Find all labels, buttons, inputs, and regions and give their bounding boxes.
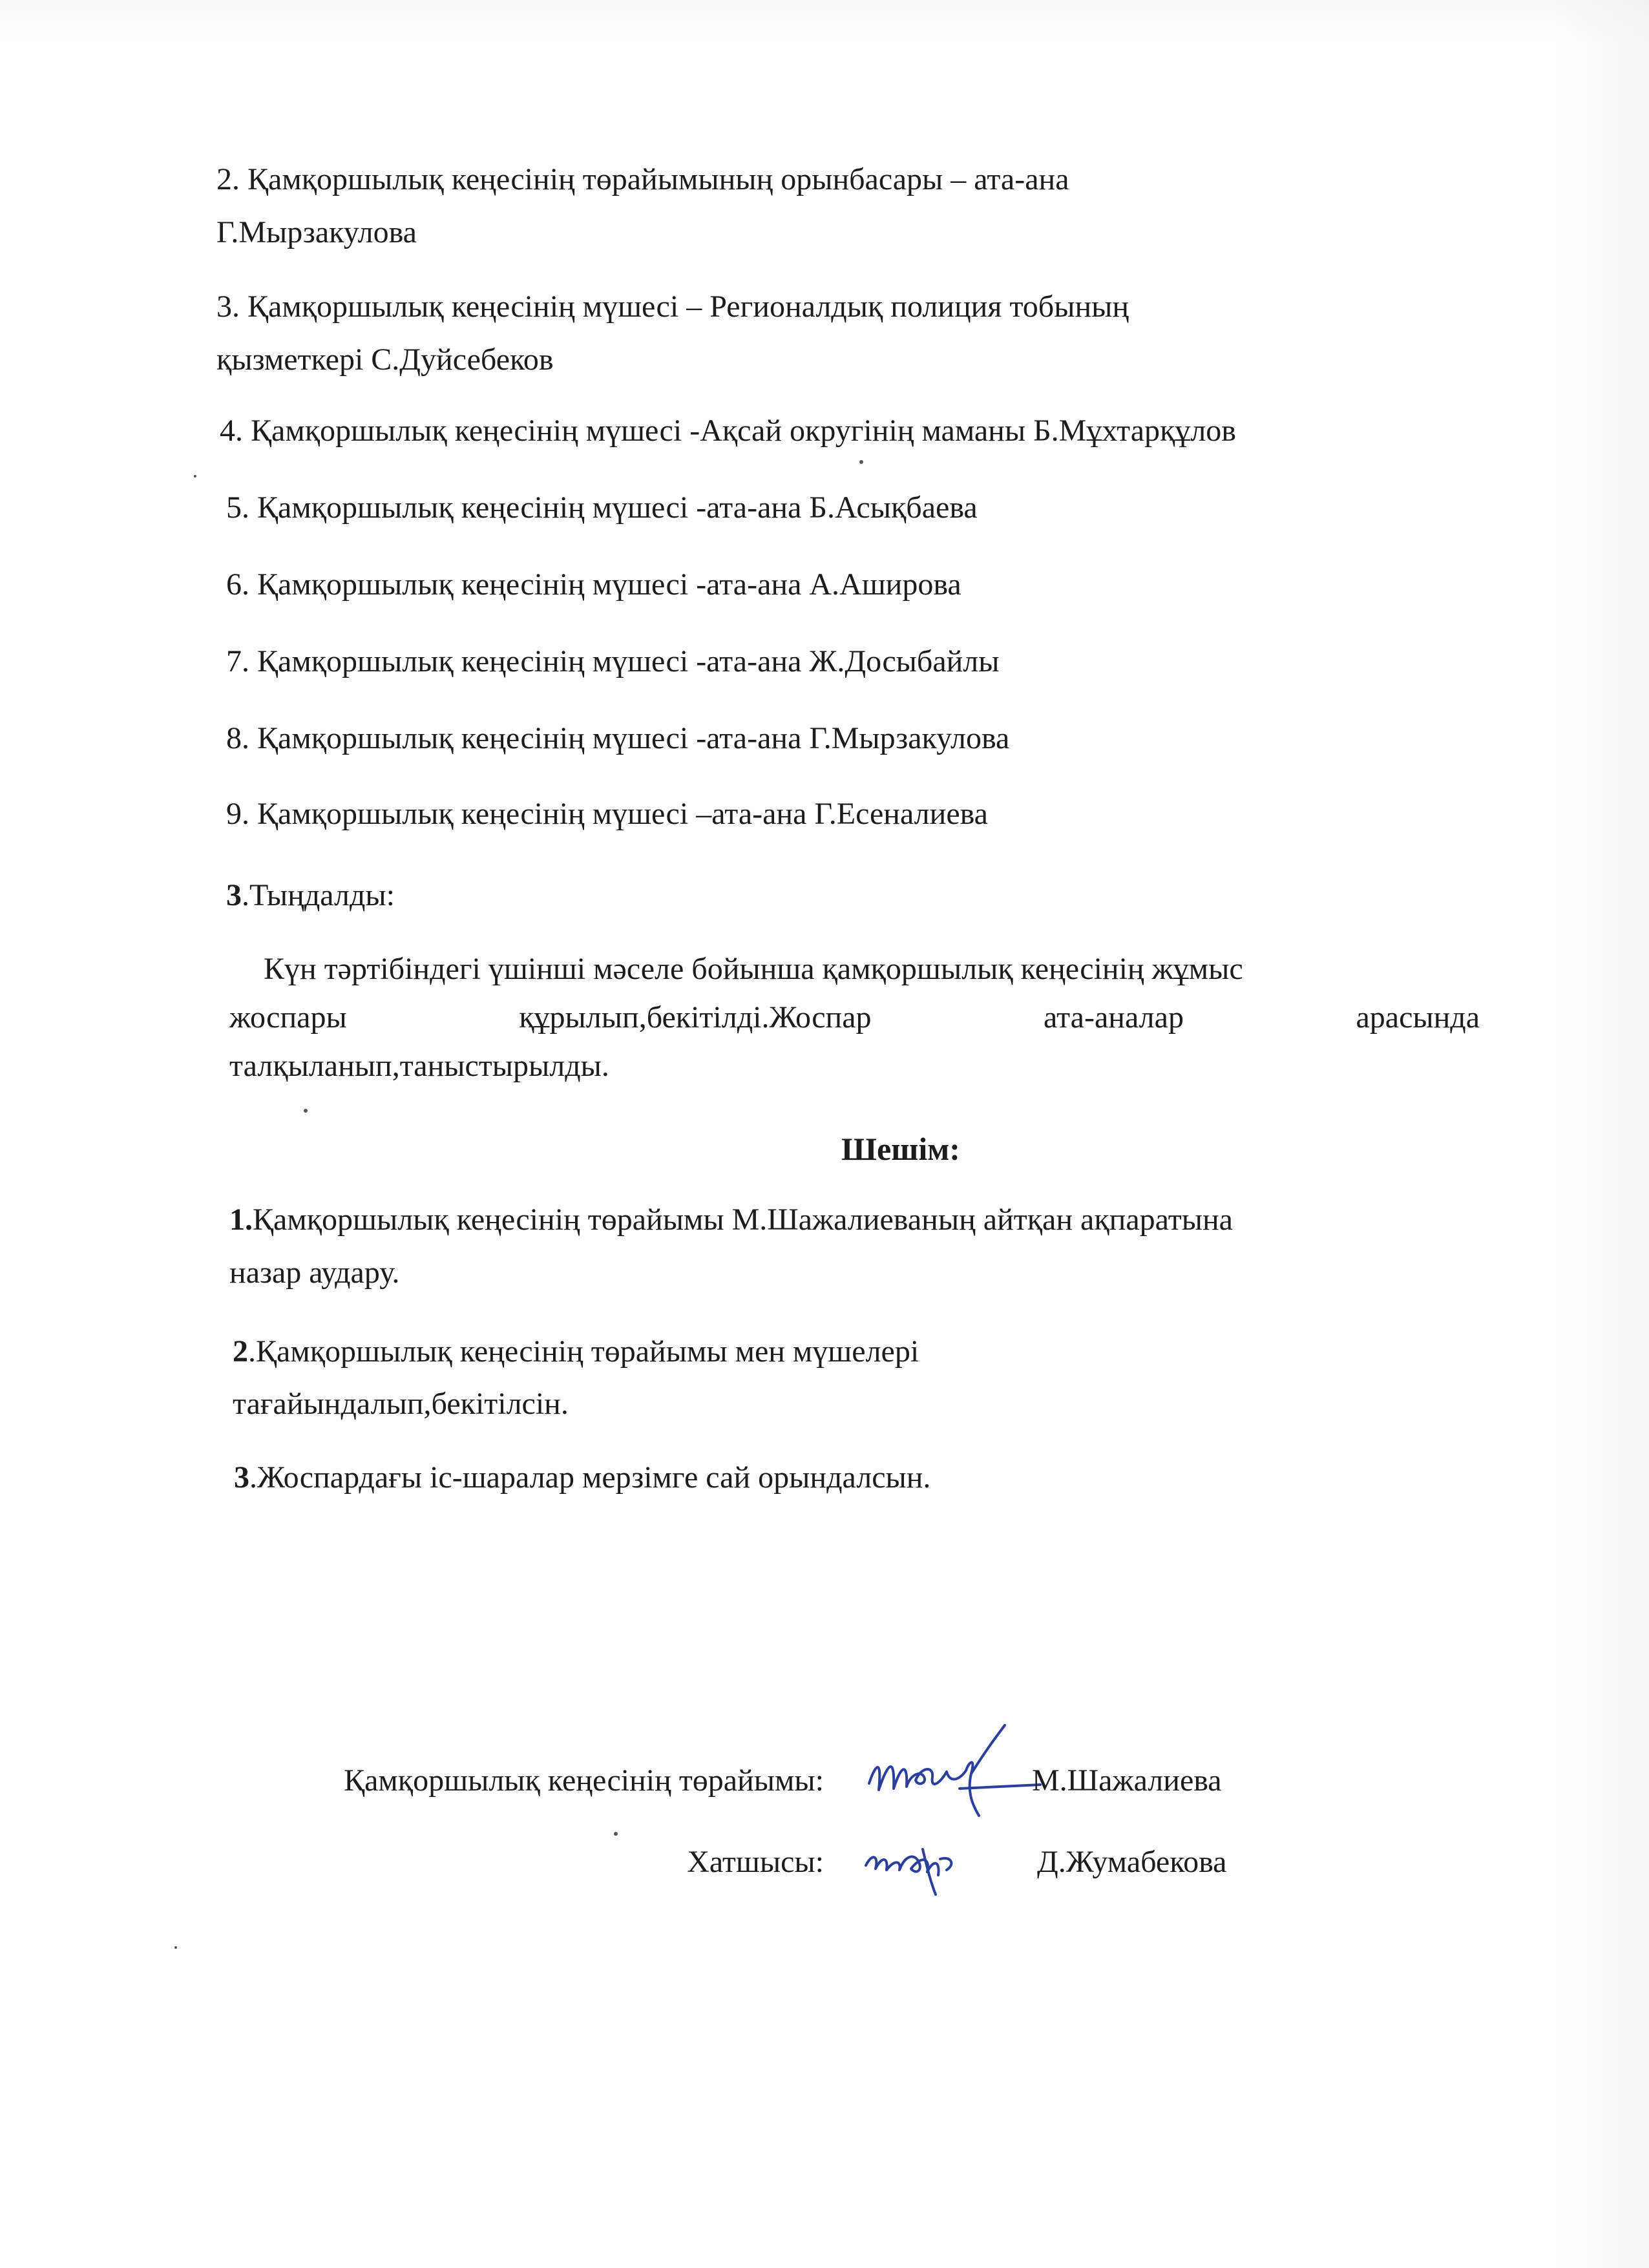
decision-item-1-line2: назар аудару.	[229, 1255, 400, 1290]
heard-label	[226, 876, 395, 915]
secretary-name: Д.Жумабекова	[1037, 1845, 1227, 1879]
member-item-3-line1: 3. Қамқоршылық кеңесінің мүшесі – Регионалдық полиция тобының	[216, 289, 1129, 324]
member-item-6: 6. Қамқоршылық кеңесінің мүшесі -ата-ана А.Аширова	[226, 567, 961, 602]
secretary-label: Хатшысы:	[687, 1845, 824, 1879]
heard-text: .Тыңдалды:	[242, 878, 395, 912]
member-item-8: 8. Қамқоршылық кеңесінің мүшесі -ата-ана Г.Мырзакулова	[226, 721, 1010, 755]
decision-item-1-line1: 1.Қамқоршылық кеңесінің төрайымы М.Шажалиеваның айтқан ақпаратына	[229, 1202, 1233, 1237]
member-item-4: 4. Қамқоршылық кеңесінің мүшесі -Ақсай округінің маманы Б.Мұхтарқұлов	[220, 414, 1236, 448]
scan-speck	[174, 1946, 177, 1949]
heard-paragraph-line1: Күн тәртібіндегі үшінші мәселе бойынша қамқоршылық кеңесінің жұмыс	[264, 952, 1243, 986]
member-item-3-line2: қызметкері С.Дуйсебеков	[216, 342, 554, 377]
scan-shadow-top	[0, 0, 1649, 45]
chair-label: Қамқоршылық кеңесінің төрайымы:	[344, 1763, 824, 1798]
decision-item-2-line1: 2.Қамқоршылық кеңесінің төрайымы мен мүшелері	[233, 1334, 919, 1369]
heard-paragraph-line2: жоспары құрылып,бекітілді.Жоспар ата-аналар арасында	[229, 1000, 1480, 1034]
scan-speck	[614, 1832, 618, 1836]
member-item-2-line2: Г.Мырзакулова	[216, 215, 417, 249]
scan-speck	[194, 475, 196, 478]
decision-item-2-line2: тағайындалып,бекітілсін.	[233, 1387, 569, 1421]
member-item-5: 5. Қамқоршылық кеңесінің мүшесі -ата-ана Б.Асықбаева	[226, 490, 978, 525]
member-item-2-line1: 2. Қамқоршылық кеңесінің төрайымының орынбасары – ата-ана	[216, 162, 1069, 196]
decision-item-3: 3.Жоспардағы іс-шаралар мерзімге сай орындалсын.	[234, 1460, 931, 1495]
decision-heading: Шешім:	[841, 1131, 960, 1167]
heard-number: 3	[226, 878, 242, 912]
secretary-signature	[859, 1830, 982, 1901]
member-item-7: 7. Қамқоршылық кеңесінің мүшесі -ата-ана Ж.Досыбайлы	[226, 644, 1000, 678]
member-item-9: 9. Қамқоршылық кеңесінің мүшесі –ата-ана Г.Есеналиева	[226, 797, 988, 831]
scan-speck	[304, 1109, 308, 1113]
scan-speck	[859, 460, 863, 464]
heard-paragraph-line3: талқыланып,таныстырылды.	[229, 1049, 609, 1083]
chair-signature	[856, 1712, 1044, 1822]
chair-name: М.Шажалиева	[1032, 1763, 1222, 1798]
